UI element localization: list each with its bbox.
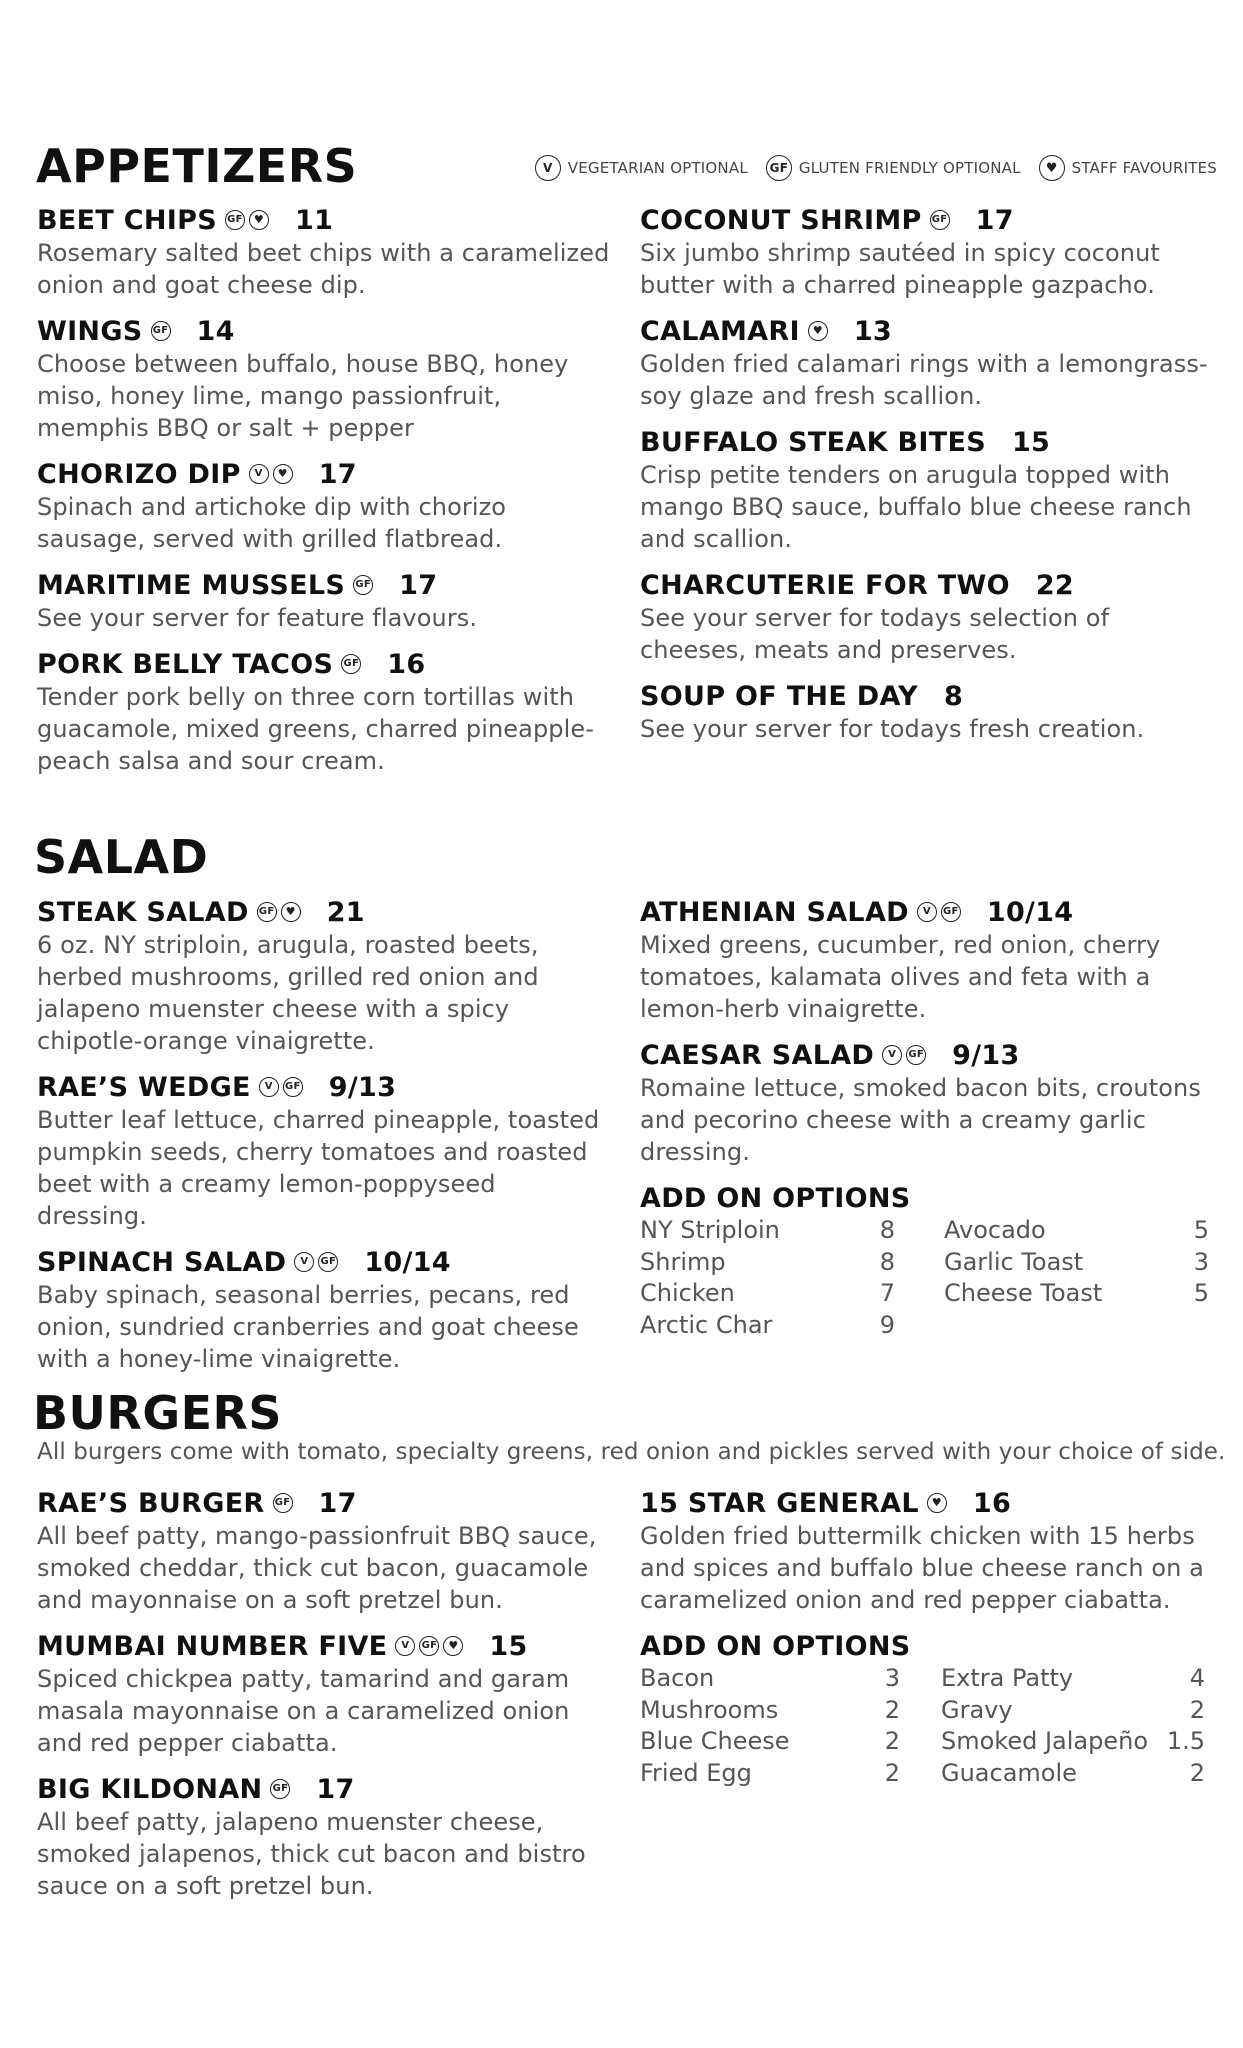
addon-price: 3 bbox=[1193, 1247, 1209, 1276]
menu-item-description: Crisp petite tenders on arugula topped with mango BBQ sauce, buffalo blue cheese ranch and scallion. bbox=[640, 461, 1192, 553]
menu-item-description: Rosemary salted beet chips with a caramelized onion and goat cheese dip. bbox=[37, 239, 610, 299]
menu-item-description: Golden fried buttermilk chicken with 15 herbs and spices and buffalo blue cheese ranch on a caramelized onion and red pepper ciabatta. bbox=[640, 1522, 1204, 1614]
addon-option bbox=[944, 1278, 1209, 1310]
gluten-friendly-icon: GF bbox=[941, 902, 961, 922]
addons-title: ADD ON OPTIONS bbox=[640, 1183, 911, 1214]
addon-option bbox=[941, 1726, 1205, 1758]
menu-item-description: Romaine lettuce, smoked bacon bits, croutons and pecorino cheese with a creamy garlic dressing. bbox=[640, 1074, 1201, 1166]
addon-label: Extra Patty bbox=[941, 1664, 1074, 1692]
dietary-badges bbox=[225, 210, 269, 230]
menu-item bbox=[37, 896, 612, 1057]
burgers-right-items bbox=[640, 1487, 1215, 1616]
menu-item-name: ATHENIAN SALAD bbox=[640, 897, 909, 928]
dietary-badges bbox=[395, 1636, 463, 1656]
menu-item-description: Six jumbo shrimp sautéed in spicy coconut butter with a charred pineapple gazpacho. bbox=[640, 239, 1160, 299]
burgers-right-column bbox=[640, 1487, 1215, 1789]
addon-price: 2 bbox=[884, 1758, 900, 1787]
dietary-badges bbox=[808, 321, 828, 341]
menu-item bbox=[37, 204, 612, 301]
menu-item bbox=[37, 1630, 612, 1759]
menu-item-description: Tender pork belly on three corn tortillas with guacamole, mixed greens, charred pineapple-peach salsa and sour cream. bbox=[37, 683, 595, 775]
addon-label: Arctic Char bbox=[640, 1310, 773, 1339]
addon-label: Cheese Toast bbox=[944, 1279, 1103, 1307]
gluten-friendly-icon: GF bbox=[341, 654, 361, 674]
salad-right-items bbox=[640, 896, 1215, 1168]
addon-label: Mushrooms bbox=[640, 1695, 779, 1724]
menu-item-name: RAE’S BURGER bbox=[37, 1488, 265, 1519]
menu-item-header bbox=[640, 680, 1215, 713]
heart-icon: ♥ bbox=[443, 1636, 463, 1656]
menu-item-description: See your server for feature flavours. bbox=[37, 604, 478, 632]
addon-label: Fried Egg bbox=[640, 1758, 752, 1787]
heart-icon: ♥ bbox=[927, 1493, 947, 1513]
menu-item-name: RAE’S WEDGE bbox=[37, 1072, 251, 1103]
menu-item bbox=[37, 458, 612, 555]
addon-label: Garlic Toast bbox=[944, 1247, 1084, 1276]
addons-col-1 bbox=[640, 1215, 895, 1341]
vegetarian-icon: V bbox=[882, 1045, 902, 1065]
menu-item-description: Golden fried calamari rings with a lemongrass-soy glaze and fresh scallion. bbox=[640, 350, 1208, 410]
legend-staff-favourites bbox=[1039, 155, 1217, 181]
menu-item-description: Baby spinach, seasonal berries, pecans, red onion, sundried cranberries and goat cheese with a honey-lime vinaigrette. bbox=[37, 1281, 579, 1373]
menu-item bbox=[640, 426, 1215, 555]
menu-item-name: SOUP OF THE DAY bbox=[640, 681, 918, 712]
menu-item-header bbox=[37, 896, 612, 929]
menu-item bbox=[37, 315, 612, 444]
dietary-badges bbox=[341, 654, 361, 674]
addon-price: 3 bbox=[884, 1664, 900, 1692]
menu-item-price: 9/13 bbox=[328, 1072, 397, 1103]
menu-item-header bbox=[37, 315, 612, 348]
menu-item-description: Spinach and artichoke dip with chorizo sausage, served with grilled flatbread. bbox=[37, 493, 507, 553]
menu-item bbox=[640, 315, 1215, 412]
addon-price: 1.5 bbox=[1166, 1727, 1205, 1755]
appetizers-right-column bbox=[640, 204, 1215, 759]
dietary-badges bbox=[151, 321, 171, 341]
menu-item-header bbox=[640, 569, 1215, 602]
gluten-friendly-icon: GF bbox=[270, 1779, 290, 1799]
menu-item-name: BIG KILDONAN bbox=[37, 1774, 263, 1805]
salad-left-column bbox=[37, 896, 612, 1389]
addons-grid bbox=[640, 1663, 1215, 1789]
menu-item-name: COCONUT SHRIMP bbox=[640, 205, 922, 236]
addon-label: Blue Cheese bbox=[640, 1727, 790, 1755]
menu-item-header bbox=[640, 1487, 1215, 1520]
menu-item bbox=[37, 1071, 612, 1232]
menu-item bbox=[37, 648, 612, 777]
menu-item-description: See your server for todays selection of cheeses, meats and preserves. bbox=[640, 604, 1110, 664]
gluten-friendly-icon: GF bbox=[318, 1252, 338, 1272]
addon-label: NY Striploin bbox=[640, 1216, 780, 1244]
addon-option bbox=[941, 1758, 1205, 1790]
menu-item-description: See your server for todays fresh creation. bbox=[640, 715, 1145, 743]
vegetarian-icon: V bbox=[535, 155, 561, 181]
gluten-friendly-icon: GF bbox=[930, 210, 950, 230]
menu-item-name: CHORIZO DIP bbox=[37, 459, 241, 490]
menu-item-price: 17 bbox=[318, 1488, 357, 1519]
menu-item-header bbox=[640, 204, 1215, 237]
salad-title: SALAD bbox=[34, 830, 209, 884]
addon-price: 8 bbox=[879, 1216, 895, 1244]
addon-option bbox=[640, 1247, 895, 1279]
addon-label: Gravy bbox=[941, 1695, 1013, 1724]
addon-option bbox=[941, 1695, 1205, 1727]
addon-label: Bacon bbox=[640, 1664, 715, 1692]
addon-price: 2 bbox=[1189, 1695, 1205, 1724]
menu-item-description: All beef patty, mango-passionfruit BBQ sauce, smoked cheddar, thick cut bacon, guacamole and mayonnaise on a soft pretzel bun. bbox=[37, 1522, 597, 1614]
menu-item-description: Butter leaf lettuce, charred pineapple, toasted pumpkin seeds, cherry tomatoes and roasted beet with a creamy lemon-poppyseed dressing. bbox=[37, 1106, 600, 1230]
heart-icon: ♥ bbox=[808, 321, 828, 341]
gluten-friendly-icon: GF bbox=[419, 1636, 439, 1656]
menu-item-price: 17 bbox=[318, 459, 357, 490]
menu-item-description: Choose between buffalo, house BBQ, honey miso, honey lime, mango passionfruit, memphis BBQ or salt + pepper bbox=[37, 350, 569, 442]
menu-item-price: 16 bbox=[972, 1488, 1012, 1519]
menu-item-name: 15 STAR GENERAL bbox=[640, 1488, 919, 1519]
menu-item-name: MARITIME MUSSELS bbox=[37, 570, 346, 601]
menu-item-header bbox=[37, 569, 612, 602]
menu-item-name: PORK BELLY TACOS bbox=[37, 649, 334, 680]
menu-item-price: 17 bbox=[316, 1774, 355, 1805]
dietary-badges bbox=[257, 902, 301, 922]
dietary-badges bbox=[273, 1493, 293, 1513]
addon-price: 5 bbox=[1193, 1216, 1209, 1244]
menu-item bbox=[640, 569, 1215, 666]
menu-item-header bbox=[37, 1773, 612, 1806]
dietary-legend bbox=[535, 155, 1217, 181]
menu-item-price: 15 bbox=[489, 1631, 528, 1662]
vegetarian-icon: V bbox=[259, 1077, 279, 1097]
addons-col-1 bbox=[640, 1663, 900, 1789]
menu-item-description: Mixed greens, cucumber, red onion, cherry tomatoes, kalamata olives and feta with a lemon-herb vinaigrette. bbox=[640, 931, 1161, 1023]
addon-price: 9 bbox=[879, 1310, 895, 1339]
dietary-badges bbox=[917, 902, 961, 922]
addon-label: Smoked Jalapeño bbox=[941, 1727, 1149, 1755]
gluten-friendly-icon: GF bbox=[766, 155, 792, 181]
menu-item bbox=[37, 1487, 612, 1616]
menu-item bbox=[640, 680, 1215, 745]
addon-option bbox=[640, 1726, 900, 1758]
addon-option bbox=[944, 1215, 1209, 1247]
menu-item-price: 11 bbox=[294, 205, 334, 236]
burgers-note: All burgers come with tomato, specialty greens, red onion and pickles served with your choice of side. bbox=[37, 1439, 1226, 1465]
vegetarian-icon: V bbox=[249, 464, 269, 484]
addon-option bbox=[640, 1758, 900, 1790]
menu-item-name: MUMBAI NUMBER FIVE bbox=[37, 1631, 388, 1662]
menu-item-header bbox=[640, 896, 1215, 929]
menu-item bbox=[37, 1773, 612, 1902]
menu-item-description: All beef patty, jalapeno muenster cheese, smoked jalapenos, thick cut bacon and bistro sauce on a soft pretzel bun. bbox=[37, 1808, 586, 1900]
menu-item-header bbox=[37, 458, 612, 491]
menu-item-header bbox=[37, 1246, 612, 1279]
menu-item-header bbox=[37, 1487, 612, 1520]
addon-label: Avocado bbox=[944, 1216, 1046, 1244]
menu-item-price: 17 bbox=[399, 570, 438, 601]
gluten-friendly-icon: GF bbox=[283, 1077, 303, 1097]
menu-item-description: Spiced chickpea patty, tamarind and garam masala mayonnaise on a caramelized onion and red pepper ciabatta. bbox=[37, 1665, 570, 1757]
menu-item-price: 21 bbox=[326, 897, 365, 928]
menu-item-header bbox=[640, 315, 1215, 348]
menu-item-price: 8 bbox=[943, 681, 964, 712]
addon-option bbox=[640, 1215, 895, 1247]
burgers-addons bbox=[640, 1630, 1215, 1789]
menu-item-price: 13 bbox=[853, 316, 892, 347]
dietary-badges bbox=[270, 1779, 290, 1799]
menu-item bbox=[37, 1246, 612, 1375]
appetizers-left-column bbox=[37, 204, 612, 791]
menu-item-price: 15 bbox=[1011, 427, 1051, 458]
menu-item-price: 14 bbox=[196, 316, 235, 347]
addons-col-2 bbox=[944, 1215, 1209, 1341]
addon-option bbox=[640, 1663, 900, 1695]
addon-price: 7 bbox=[879, 1279, 895, 1307]
burgers-title: BURGERS bbox=[33, 1386, 283, 1440]
menu-item-name: BUFFALO STEAK BITES bbox=[640, 427, 986, 458]
menu-item-header bbox=[37, 204, 612, 237]
heart-icon: ♥ bbox=[273, 464, 293, 484]
menu-item-header bbox=[37, 1071, 612, 1104]
menu-item-price: 22 bbox=[1035, 570, 1075, 601]
addon-option bbox=[640, 1278, 895, 1310]
heart-icon: ♥ bbox=[281, 902, 301, 922]
salad-addons bbox=[640, 1182, 1215, 1341]
menu-item-name: BEET CHIPS bbox=[37, 205, 217, 236]
addon-option bbox=[944, 1247, 1209, 1279]
legend-vegetarian bbox=[535, 155, 748, 181]
addon-price: 2 bbox=[884, 1727, 900, 1755]
dietary-badges bbox=[353, 575, 373, 595]
addon-price: 2 bbox=[884, 1695, 900, 1724]
addons-col-2 bbox=[941, 1663, 1205, 1789]
gluten-friendly-icon: GF bbox=[906, 1045, 926, 1065]
dietary-badges bbox=[294, 1252, 338, 1272]
menu-item-header bbox=[37, 1630, 612, 1663]
menu-item-name: SPINACH SALAD bbox=[37, 1247, 287, 1278]
legend-label: STAFF FAVOURITES bbox=[1071, 159, 1217, 177]
menu-item-name: CAESAR SALAD bbox=[640, 1040, 875, 1071]
gluten-friendly-icon: GF bbox=[151, 321, 171, 341]
heart-icon: ♥ bbox=[249, 210, 269, 230]
burgers-left-column bbox=[37, 1487, 612, 1916]
menu-item-name: CHARCUTERIE FOR TWO bbox=[640, 570, 1010, 601]
addon-label: Guacamole bbox=[941, 1758, 1077, 1787]
menu-item-header bbox=[640, 426, 1215, 459]
addon-option bbox=[941, 1663, 1205, 1695]
menu-item bbox=[640, 1487, 1215, 1616]
addon-price: 8 bbox=[879, 1247, 895, 1276]
addon-label: Chicken bbox=[640, 1279, 735, 1307]
vegetarian-icon: V bbox=[917, 902, 937, 922]
vegetarian-icon: V bbox=[395, 1636, 415, 1656]
legend-gluten-friendly bbox=[766, 155, 1021, 181]
gluten-friendly-icon: GF bbox=[225, 210, 245, 230]
dietary-badges bbox=[930, 210, 950, 230]
menu-item bbox=[640, 204, 1215, 301]
addon-price: 2 bbox=[1189, 1758, 1205, 1787]
menu-item-price: 17 bbox=[975, 205, 1014, 236]
menu-item-price: 9/13 bbox=[952, 1040, 1020, 1071]
addon-option bbox=[640, 1310, 895, 1342]
legend-label: VEGETARIAN OPTIONAL bbox=[567, 159, 748, 177]
dietary-badges bbox=[249, 464, 293, 484]
menu-item-header bbox=[37, 648, 612, 681]
dietary-badges bbox=[882, 1045, 926, 1065]
menu-item-header bbox=[640, 1039, 1215, 1072]
menu-item-name: CALAMARI bbox=[640, 316, 800, 347]
menu-item bbox=[37, 569, 612, 634]
vegetarian-icon: V bbox=[294, 1252, 314, 1272]
gluten-friendly-icon: GF bbox=[273, 1493, 293, 1513]
menu-item bbox=[640, 1039, 1215, 1168]
menu-item-name: STEAK SALAD bbox=[37, 897, 249, 928]
menu-item-name: WINGS bbox=[37, 316, 143, 347]
legend-label: GLUTEN FRIENDLY OPTIONAL bbox=[798, 159, 1021, 177]
addon-option bbox=[640, 1695, 900, 1727]
addon-price: 4 bbox=[1189, 1664, 1205, 1692]
salad-right-column bbox=[640, 896, 1215, 1341]
addons-grid bbox=[640, 1215, 1215, 1341]
dietary-badges bbox=[927, 1493, 947, 1513]
gluten-friendly-icon: GF bbox=[353, 575, 373, 595]
menu-item-price: 16 bbox=[387, 649, 426, 680]
dietary-badges bbox=[259, 1077, 303, 1097]
gluten-friendly-icon: GF bbox=[257, 902, 277, 922]
menu-item-description: 6 oz. NY striploin, arugula, roasted beets, herbed mushrooms, grilled red onion and jalapeno muenster cheese with a spicy chipotle-orange vinaigrette. bbox=[37, 931, 539, 1055]
menu-item-price: 10/14 bbox=[364, 1247, 451, 1278]
addon-label: Shrimp bbox=[640, 1247, 726, 1276]
menu-item bbox=[640, 896, 1215, 1025]
appetizers-title: APPETIZERS bbox=[36, 139, 358, 193]
menu-item-price: 10/14 bbox=[986, 897, 1074, 928]
addons-title: ADD ON OPTIONS bbox=[640, 1631, 911, 1662]
addon-price: 5 bbox=[1193, 1279, 1209, 1307]
heart-icon: ♥ bbox=[1039, 155, 1065, 181]
